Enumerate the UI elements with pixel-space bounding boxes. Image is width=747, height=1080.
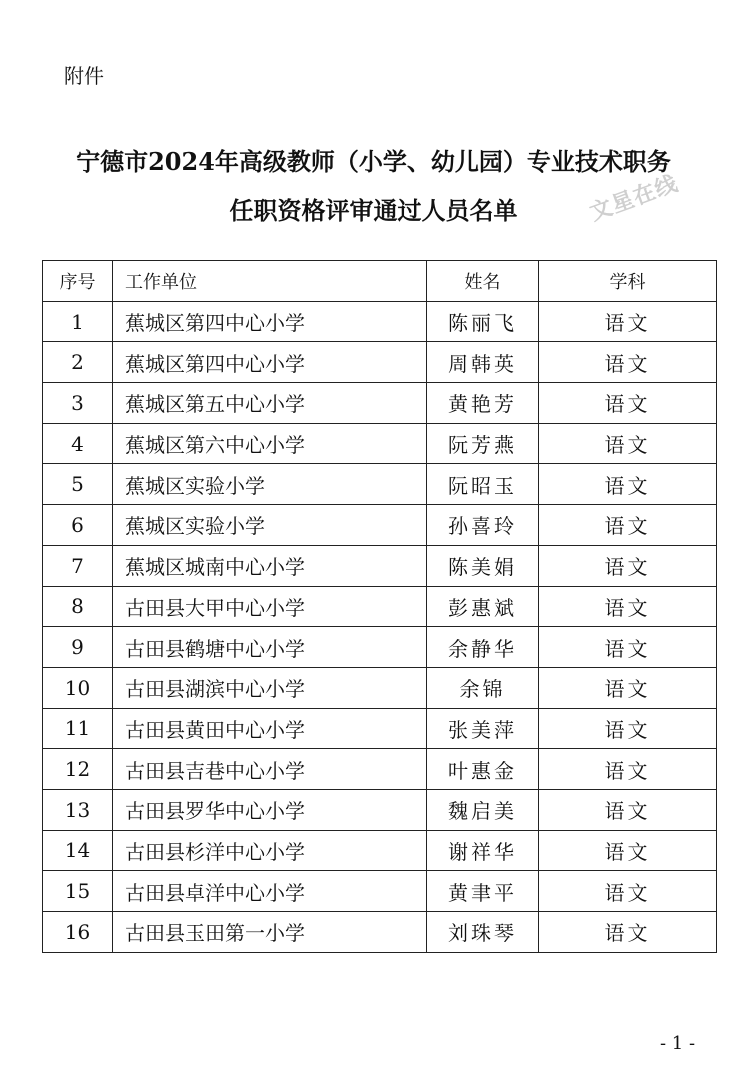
cell-unit: 蕉城区城南中心小学 <box>113 545 427 586</box>
cell-subject: 语文 <box>539 789 717 830</box>
cell-subject: 语文 <box>539 708 717 749</box>
document-title-line-2: 任职资格评审通过人员名单 <box>229 196 518 225</box>
cell-subject: 语文 <box>539 301 717 342</box>
table-row <box>43 667 717 708</box>
table-row <box>43 423 717 464</box>
cell-index: 6 <box>43 505 113 546</box>
cell-index: 3 <box>43 383 113 424</box>
cell-name: 谢祥华 <box>427 830 539 871</box>
cell-index: 10 <box>43 667 113 708</box>
cell-index: 16 <box>43 912 113 953</box>
cell-unit: 蕉城区第六中心小学 <box>113 423 427 464</box>
cell-name: 阮昭玉 <box>427 464 539 505</box>
cell-unit: 古田县黄田中心小学 <box>113 708 427 749</box>
table-row <box>43 749 717 790</box>
table-row <box>43 912 717 953</box>
table-row <box>43 505 717 546</box>
cell-index: 11 <box>43 708 113 749</box>
cell-name: 张美萍 <box>427 708 539 749</box>
cell-name: 孙喜玲 <box>427 505 539 546</box>
cell-name: 魏启美 <box>427 789 539 830</box>
cell-subject: 语文 <box>539 545 717 586</box>
cell-name: 叶惠金 <box>427 749 539 790</box>
cell-subject: 语文 <box>539 749 717 790</box>
cell-unit: 古田县杉洋中心小学 <box>113 830 427 871</box>
cell-unit: 古田县鹤塘中心小学 <box>113 627 427 668</box>
cell-index: 13 <box>43 789 113 830</box>
cell-index: 4 <box>43 423 113 464</box>
cell-name: 刘珠琴 <box>427 912 539 953</box>
table-body <box>43 301 717 952</box>
cell-unit: 古田县大甲中心小学 <box>113 586 427 627</box>
header-index: 序号 <box>43 261 113 302</box>
cell-unit: 古田县吉巷中心小学 <box>113 749 427 790</box>
cell-index: 14 <box>43 830 113 871</box>
cell-index: 15 <box>43 871 113 912</box>
header-name: 姓名 <box>427 261 539 302</box>
cell-index: 5 <box>43 464 113 505</box>
cell-unit: 古田县卓洋中心小学 <box>113 871 427 912</box>
cell-name: 阮芳燕 <box>427 423 539 464</box>
cell-index: 7 <box>43 545 113 586</box>
cell-index: 9 <box>43 627 113 668</box>
cell-name: 周韩英 <box>427 342 539 383</box>
cell-unit: 蕉城区第四中心小学 <box>113 301 427 342</box>
cell-subject: 语文 <box>539 505 717 546</box>
cell-subject: 语文 <box>539 830 717 871</box>
document-title-line-1: 宁德市2024年高级教师（小学、幼儿园）专业技术职务 <box>76 147 671 176</box>
table-row <box>43 871 717 912</box>
cell-index: 2 <box>43 342 113 383</box>
watermark: 文星在线 <box>586 171 682 227</box>
table-row <box>43 301 717 342</box>
table-row <box>43 545 717 586</box>
cell-unit: 古田县罗华中心小学 <box>113 789 427 830</box>
table-header-row <box>43 261 717 302</box>
cell-name: 陈美娟 <box>427 545 539 586</box>
cell-subject: 语文 <box>539 383 717 424</box>
table-row <box>43 789 717 830</box>
cell-index: 1 <box>43 301 113 342</box>
cell-subject: 语文 <box>539 586 717 627</box>
table-row <box>43 586 717 627</box>
cell-name: 彭惠斌 <box>427 586 539 627</box>
table-row <box>43 464 717 505</box>
cell-subject: 语文 <box>539 423 717 464</box>
header-unit: 工作单位 <box>113 261 427 302</box>
cell-subject: 语文 <box>539 464 717 505</box>
cell-index: 8 <box>43 586 113 627</box>
page-number: - 1 - <box>660 1033 696 1054</box>
cell-index: 12 <box>43 749 113 790</box>
table-row <box>43 342 717 383</box>
cell-subject: 语文 <box>539 912 717 953</box>
cell-name: 黄艳芳 <box>427 383 539 424</box>
cell-subject: 语文 <box>539 667 717 708</box>
cell-unit: 蕉城区第四中心小学 <box>113 342 427 383</box>
cell-name: 陈丽飞 <box>427 301 539 342</box>
cell-subject: 语文 <box>539 871 717 912</box>
table-row <box>43 383 717 424</box>
cell-unit: 古田县玉田第一小学 <box>113 912 427 953</box>
cell-subject: 语文 <box>539 627 717 668</box>
header-subject: 学科 <box>539 261 717 302</box>
cell-unit: 蕉城区第五中心小学 <box>113 383 427 424</box>
cell-unit: 蕉城区实验小学 <box>113 464 427 505</box>
cell-unit: 蕉城区实验小学 <box>113 505 427 546</box>
cell-subject: 语文 <box>539 342 717 383</box>
cell-name: 黄聿平 <box>427 871 539 912</box>
table-row <box>43 830 717 871</box>
cell-name: 余静华 <box>427 627 539 668</box>
cell-name: 余锦 <box>427 667 539 708</box>
attachment-label: 附件 <box>64 64 104 88</box>
table-row <box>43 708 717 749</box>
roster-table <box>42 260 717 953</box>
cell-unit: 古田县湖滨中心小学 <box>113 667 427 708</box>
table-row <box>43 627 717 668</box>
